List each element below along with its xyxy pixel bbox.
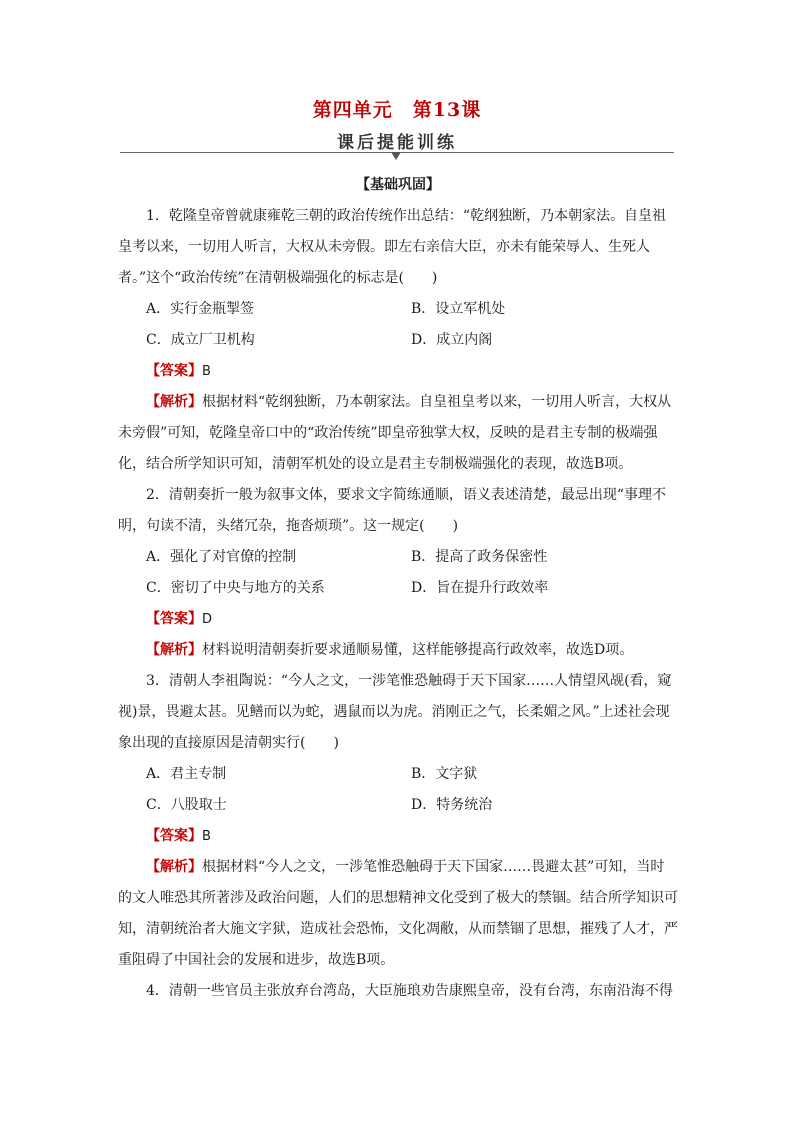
answer-tag: 【答案】	[146, 611, 202, 627]
question-stem: 2．清朝奏折一般为叙事文体，要求文字简练通顺，语义表述清楚，最忌出现“事理不明，句读不清，头绪冗杂，拖沓烦琐”。这一规定( )	[118, 487, 667, 534]
answer-value: B	[202, 829, 211, 844]
analysis-paragraph	[118, 387, 678, 480]
divider-arrow-icon	[391, 152, 401, 160]
option-c: C．密切了中央与地方的关系	[146, 580, 325, 596]
answer-tag: 【答案】	[146, 363, 202, 379]
analysis-tag: 【解析】	[146, 859, 202, 875]
option-d: D．旨在提升行政效率	[411, 580, 549, 596]
question-stem: 3．清朝人李祖陶说：“今人之文，一涉笔惟恐触碍于天下国家……人情望风觇(看，窥视)景，畏避太甚。见鳝而以为蛇，遇鼠而以为虎。消刚正之气，长柔媚之风。”上述社会现象出现的直接原因是清朝实行( )	[118, 673, 672, 751]
page-title: 第四单元 第13课	[312, 99, 482, 121]
option-a: A．强化了对官僚的控制	[146, 549, 297, 565]
analysis-text: 根据材料“今人之文，一涉笔惟恐触碍于天下国家……畏避太甚”可知，当时的文人唯恐其所著涉及政治问题，人们的思想精神文化受到了极大的禁锢。结合所学知识可知，清朝统治者大施文字狱，造成社会恐怖，文化凋敝，从而禁锢了思想，摧残了人才，严重阻碍了中国社会的发展和进步，故选B项。	[118, 859, 678, 968]
section-heading: 【基础巩固】	[356, 177, 440, 193]
option-b: B．提高了政务保密性	[411, 549, 548, 565]
option-c: C．成立厂卫机构	[146, 332, 255, 348]
options-row	[118, 294, 678, 325]
answer-value: D	[202, 612, 213, 627]
answer-tag: 【答案】	[146, 828, 202, 844]
question-stem: 1．乾隆皇帝曾就康雍乾三朝的政治传统作出总结：“乾纲独断，乃本朝家法。自皇祖皇考以来，一切用人听言，大权从未旁假。即左右亲信大臣，亦未有能荣辱人、生死人者。”这个“政治传统”在清朝极端强化的标志是( )	[118, 208, 667, 286]
analysis-text: 材料说明清朝奏折要求通顺易懂，这样能够提高行政效率，故选D项。	[202, 642, 634, 658]
options-row	[118, 790, 678, 821]
option-a: A．君主专制	[146, 766, 227, 782]
option-b: B．设立军机处	[411, 301, 506, 317]
option-b: B．文字狱	[411, 766, 478, 782]
analysis-tag: 【解析】	[146, 394, 202, 410]
answer-line	[118, 604, 678, 635]
options-row	[118, 542, 678, 573]
options-row	[118, 759, 678, 790]
option-c: C．八股取士	[146, 797, 227, 813]
answer-value: B	[202, 364, 211, 379]
option-a: A．实行金瓶掣签	[146, 301, 255, 317]
option-d: D．特务统治	[411, 797, 493, 813]
exercise-content	[118, 170, 678, 1007]
answer-line	[118, 356, 678, 387]
analysis-paragraph	[118, 635, 678, 666]
question-stem: 4．清朝一些官员主张放弃台湾岛，大臣施琅劝告康熙皇帝，没有台湾，东南沿海不得	[146, 983, 673, 999]
options-row	[118, 325, 678, 356]
page-subtitle: 课后提能训练	[337, 133, 457, 153]
analysis-text: 根据材料“乾纲独断，乃本朝家法。自皇祖皇考以来，一切用人听言，大权从未旁假”可知，乾隆皇帝口中的“政治传统”即皇帝独掌大权，反映的是君主专制的极端强化，结合所学知识可知，清朝军机处的设立是君主专制极端强化的表现，故选B项。	[118, 394, 672, 472]
analysis-tag: 【解析】	[146, 642, 202, 658]
options-row	[118, 573, 678, 604]
answer-line	[118, 821, 678, 852]
analysis-paragraph	[118, 852, 678, 976]
option-d: D．成立内阁	[411, 332, 493, 348]
